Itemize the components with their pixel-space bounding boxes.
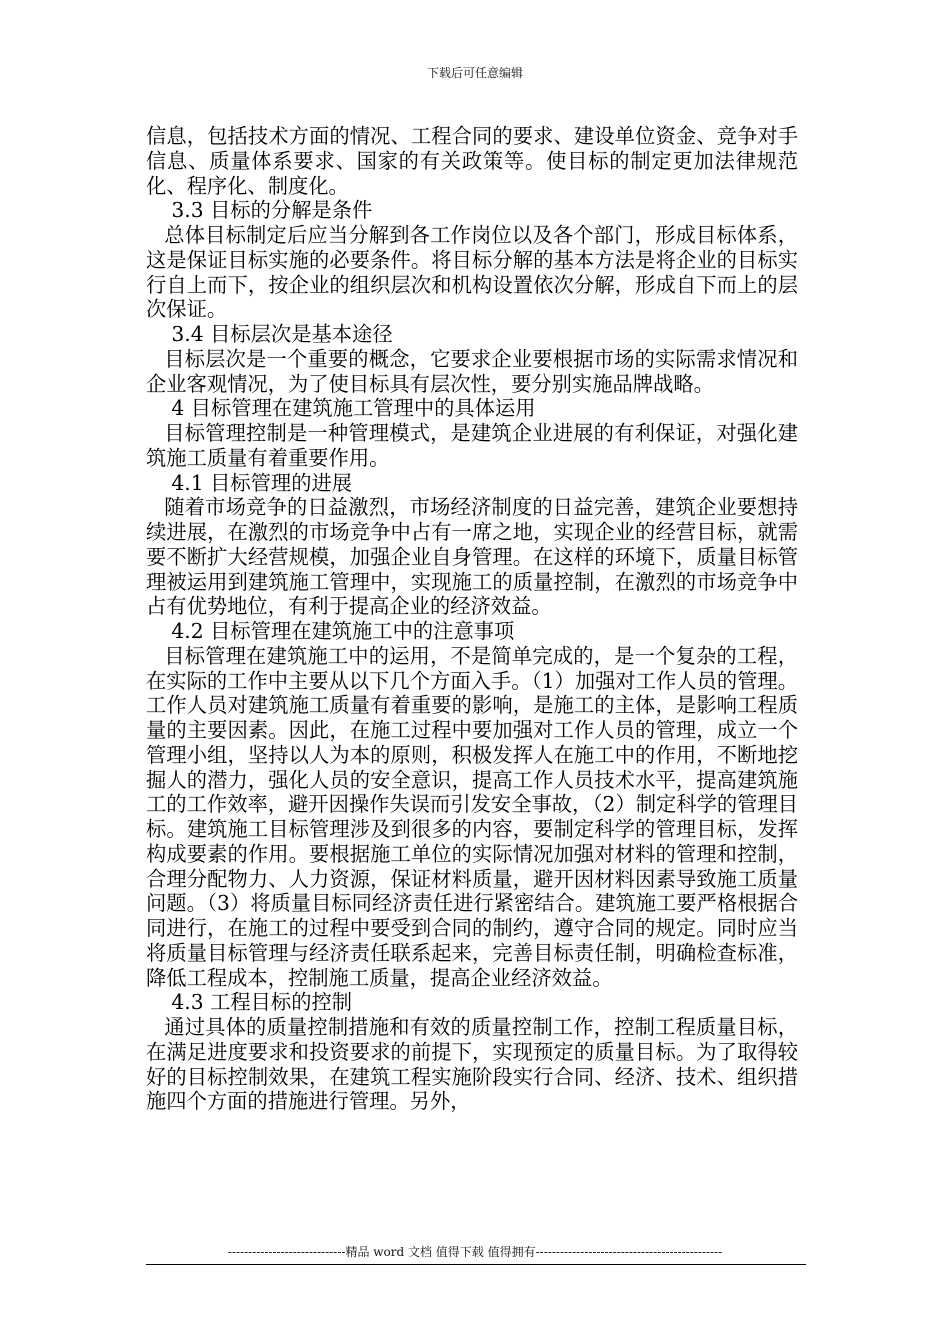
page-footer: -----------------------------精品 word 文档 值得下载 值得拥有---------------------------------------------- [227,1245,723,1259]
section-heading: 4.2 目标管理在建筑施工中的注意事项 [171,619,515,643]
document-body [146,124,798,1114]
body-paragraph: 目标管理在建筑施工中的运用，不是简单完成的，是一个复杂的工程，在实际的工作中主要从以下几个方面入手。（1）加强对工作人员的管理。工作人员对建筑施工质量有着重要的影响，是施工的主体，是影响工程质量的主要因素。因此，在施工过程中要加强对工作人员的管理，成立一个管理小组，坚持以人为本的原则，积极发挥人在施工中的作用，不断地挖掘人的潜力，强化人员的安全意识，提高工作人员技术水平，提高建筑施工的工作效率，避开因操作失误而引发安全事故，（2）制定科学的管理目标。建筑施工目标管理涉及到很多的内容，要制定科学的管理目标，发挥构成要素的作用。要根据施工单位的实际情况加强对材料的管理和控制，合理分配物力、人力资源，保证材料质量，避开因材料因素导致施工质量问题。（3）将质量目标同经济责任进行紧密结合。建筑施工要严格根据合同进行，在施工的过程中要受到合同的制约，遵守合同的规定。同时应当将质量目标管理与经济责任联系起来，完善目标责任制，明确检查标准，降低工程成本，控制施工质量，提高企业经济效益。 [146,643,798,990]
section-heading: 4.1 目标管理的进展 [171,470,353,495]
section-heading: 3.4 目标层次是基本途径 [171,322,393,346]
section-heading: 4.3 工程目标的控制 [171,990,353,1015]
section-heading: 3.3 目标的分解是条件 [171,198,373,223]
section-heading: 4 目标管理在建筑施工管理中的具体运用 [171,396,536,421]
page-header: 下载后可任意编辑 [426,66,523,80]
body-paragraph: 总体目标制定后应当分解到各工作岗位以及各个部门，形成目标体系，这是保证目标实施的必要条件。将目标分解的基本方法是将企业的目标实行自上而下，按企业的组织层次和机构设置依次分解，形成自下而上的层次保证。 [146,223,798,322]
body-paragraph: 目标层次是一个重要的概念，它要求企业要根据市场的实际需求情况和企业客观情况，为了使目标具有层次性，要分别实施品牌战略。 [146,346,798,396]
footer-rule [146,1264,806,1265]
body-paragraph: 目标管理控制是一种管理模式，是建筑企业进展的有利保证，对强化建筑施工质量有着重要作用。 [146,421,798,470]
body-paragraph: 通过具体的质量控制措施和有效的质量控制工作，控制工程质量目标，在满足进度要求和投资要求的前提下，实现预定的质量目标。为了取得较好的目标控制效果，在建筑工程实施阶段实行合同、经济、技术、组织措施四个方面的措施进行管理。另外， [146,1015,798,1114]
body-paragraph: 随着市场竞争的日益激烈，市场经济制度的日益完善，建筑企业要想持续进展，在激烈的市场竞争中占有一席之地，实现企业的经营目标，就需要不断扩大经营规模，加强企业自身管理。在这样的环境下，质量目标管理被运用到建筑施工管理中，实现施工的质量控制，在激烈的市场竞争中占有优势地位，有利于提高企业的经济效益。 [146,495,798,619]
body-paragraph: 信息，包括技术方面的情况、工程合同的要求、建设单位资金、竞争对手信息、质量体系要求、国家的有关政策等。使目标的制定更加法律规范化、程序化、制度化。 [146,124,798,198]
